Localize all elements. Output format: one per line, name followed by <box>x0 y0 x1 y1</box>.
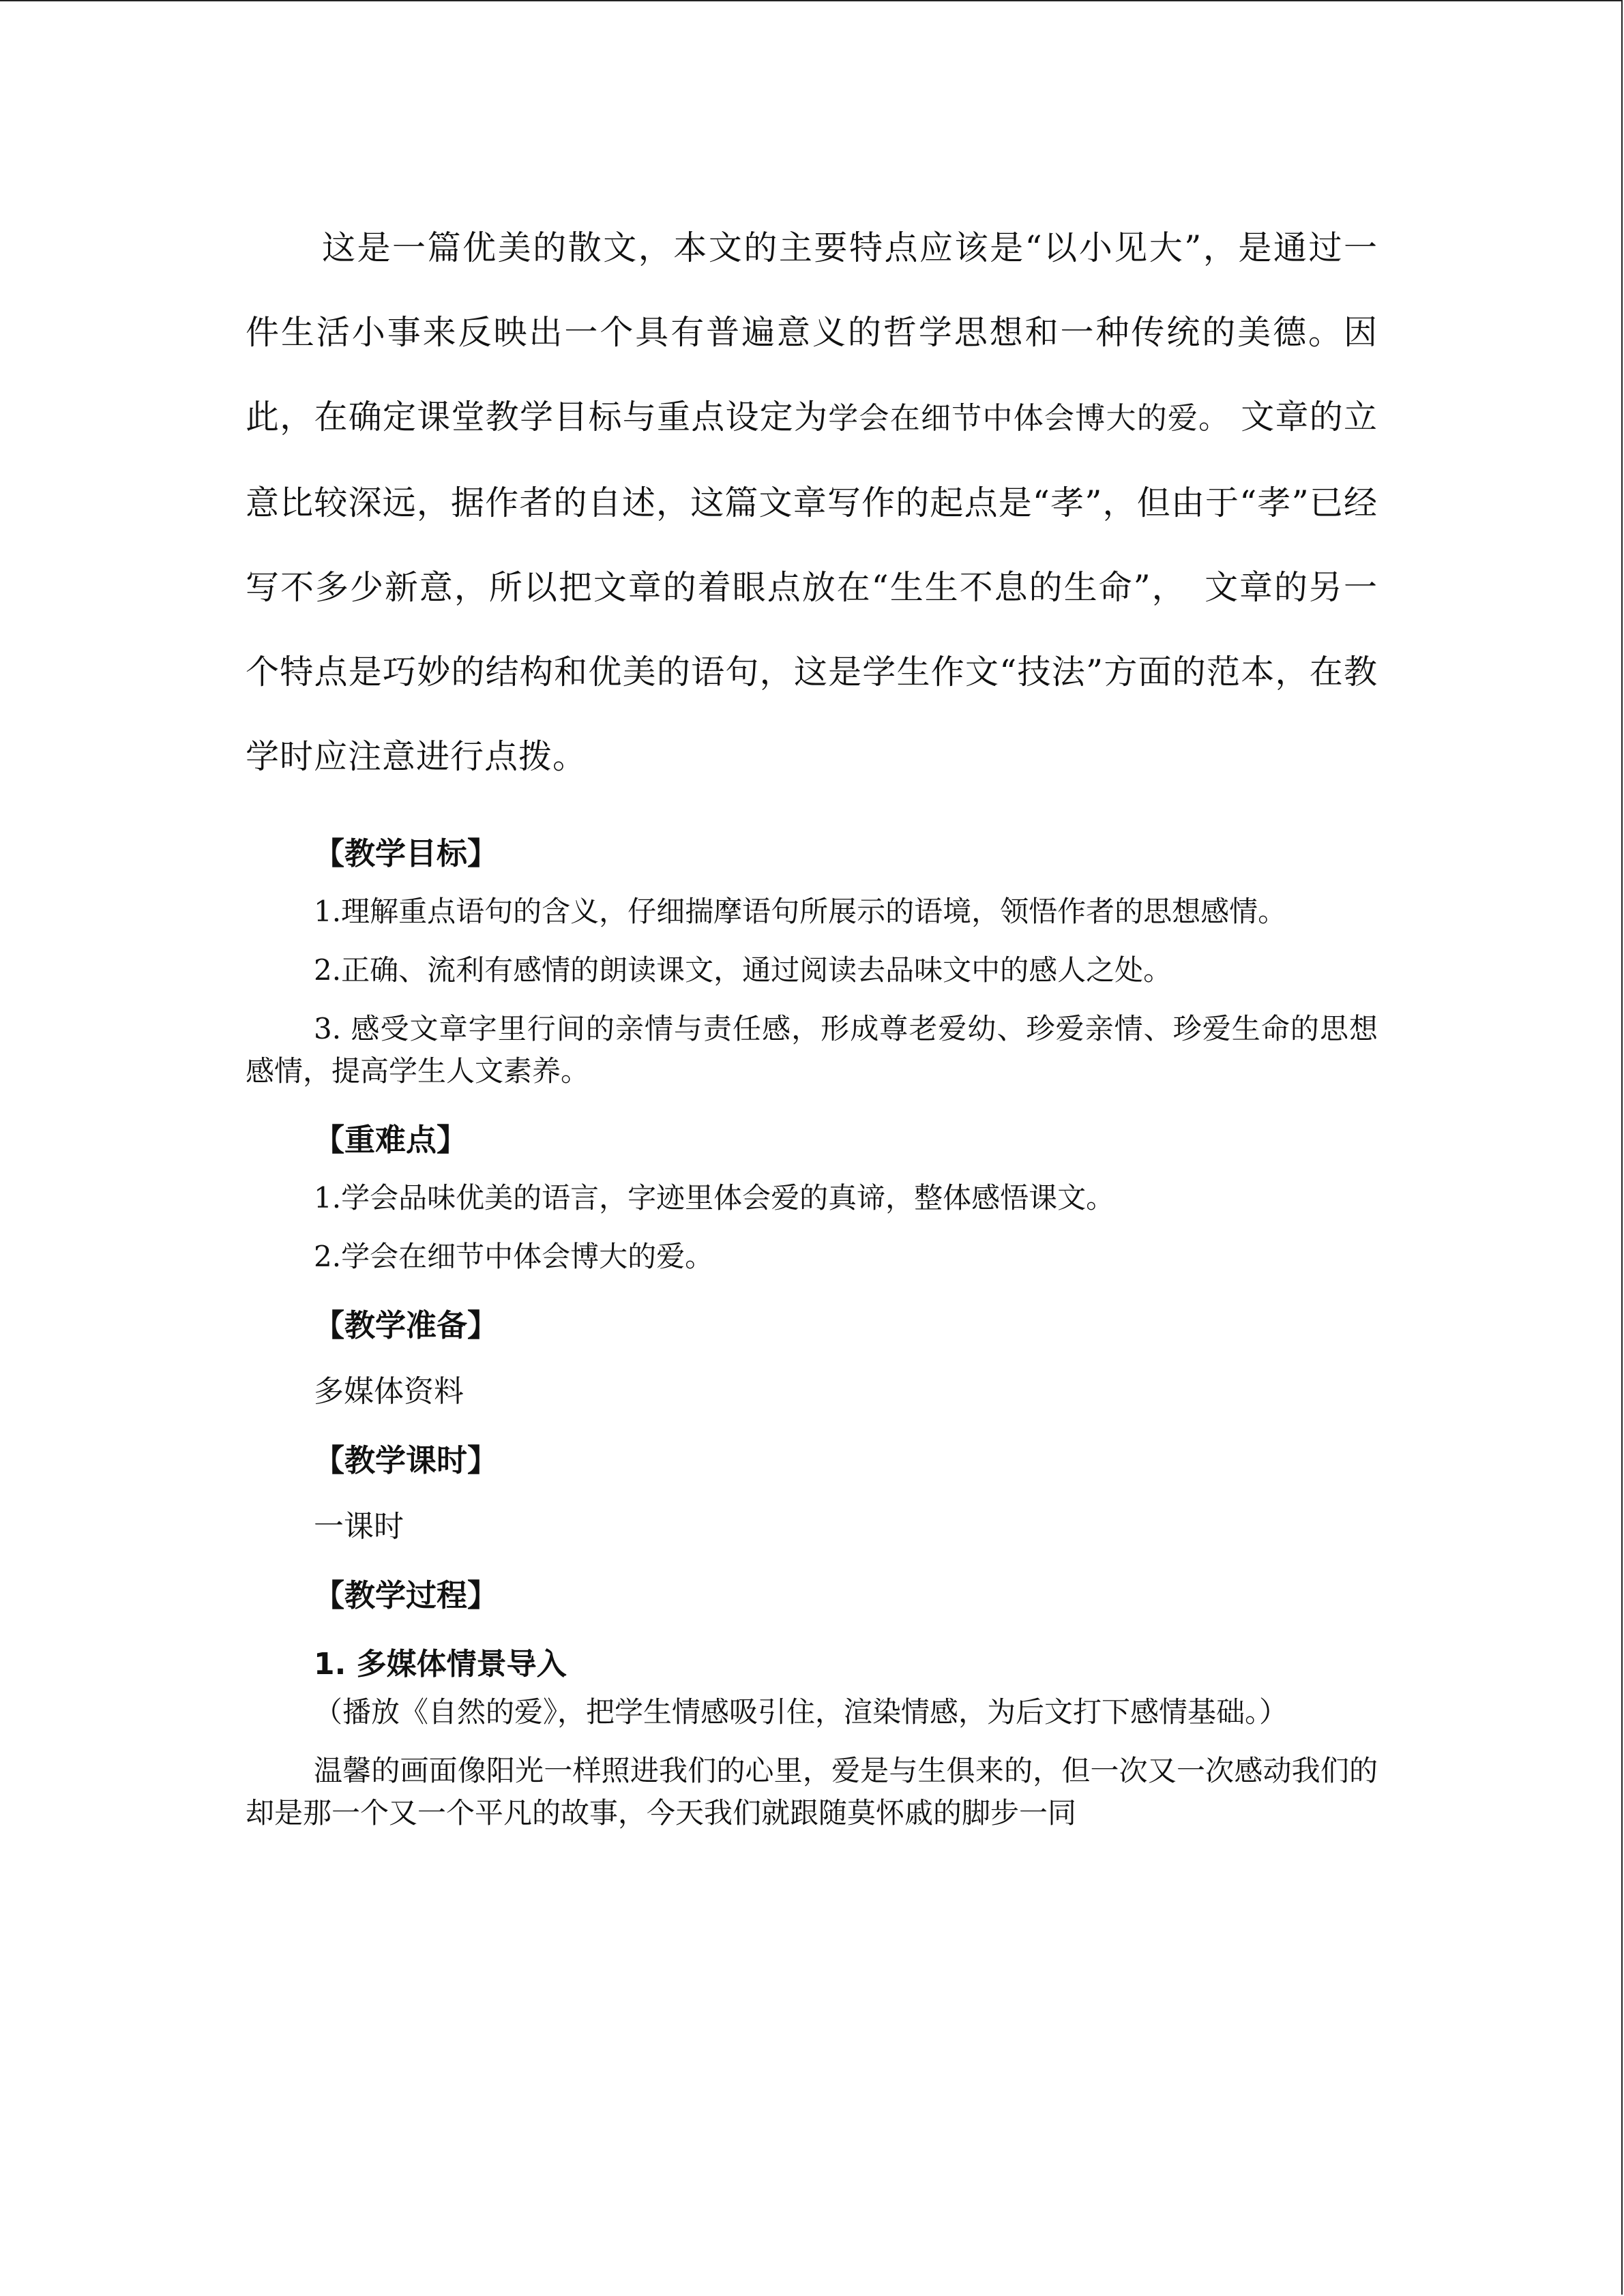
process-heading: 【教学过程】 <box>314 1577 499 1613</box>
process-step1-title: 1. 多媒体情景导入 <box>314 1647 567 1682</box>
goal-item-2: 2.正确、流利有感情的朗读课文，通过阅读去品味文中的感人之处。 <box>314 953 1172 987</box>
intro-paragraph <box>246 206 1378 799</box>
document-content <box>246 206 1378 1834</box>
intro-text-part3: 文章的立意比较深远，据作者的自述，这篇文章写作的起点是“孝”，但由于“孝”已经写不多少新意，所以把文章的着眼点放在“生生不息的生命”， 文章的另一个特点是巧妙的结构和优美的语句，这是学生作文“技法”方面的范本，在教学时应注意进行点拨。 <box>246 398 1378 776</box>
goal-item-3: 3. 感受文章字里行间的亲情与责任感，形成尊老爱幼、珍爱亲情、珍爱生命的思想感情，提高学生人文素养。 <box>246 1012 1378 1088</box>
goal-item-1: 1.理解重点语句的含义，仔细揣摩语句所展示的语境，领悟作者的思想感情。 <box>314 895 1287 928</box>
process-step1-text: 温馨的画面像阳光一样照进我们的心里，爱是与生俱来的，但一次又一次感动我们的却是那一个又一个平凡的故事，今天我们就跟随莫怀戚的脚步一同 <box>246 1754 1378 1830</box>
duration-text: 一课时 <box>314 1509 404 1544</box>
preparation-heading: 【教学准备】 <box>314 1307 499 1343</box>
intro-text-part1: 这是一篇优美的散文，本文的主要特点应该是“以小见大”，是通过一件生活小事来反映出一个具有普遍意义的哲学思想和一种传统的美德。因此，在确定课堂教学目标与重点设定为 <box>246 228 1378 436</box>
goals-heading: 【教学目标】 <box>314 835 499 871</box>
key-point-item-2: 2.学会在细节中体会博大的爱。 <box>314 1240 714 1273</box>
duration-heading: 【教学课时】 <box>314 1442 499 1478</box>
process-step1-note: （播放《自然的爱》，把学生情感吸引住，渲染情感，为后文打下感情基础。） <box>314 1695 1288 1729</box>
key-points-heading: 【重难点】 <box>314 1122 468 1158</box>
intro-text-part2: 学会在细节中体会博大的爱。 <box>828 401 1230 436</box>
key-point-item-1: 1.学会品味优美的语言，字迹里体会爱的真谛，整体感悟课文。 <box>314 1181 1115 1214</box>
preparation-text: 多媒体资料 <box>314 1374 464 1409</box>
